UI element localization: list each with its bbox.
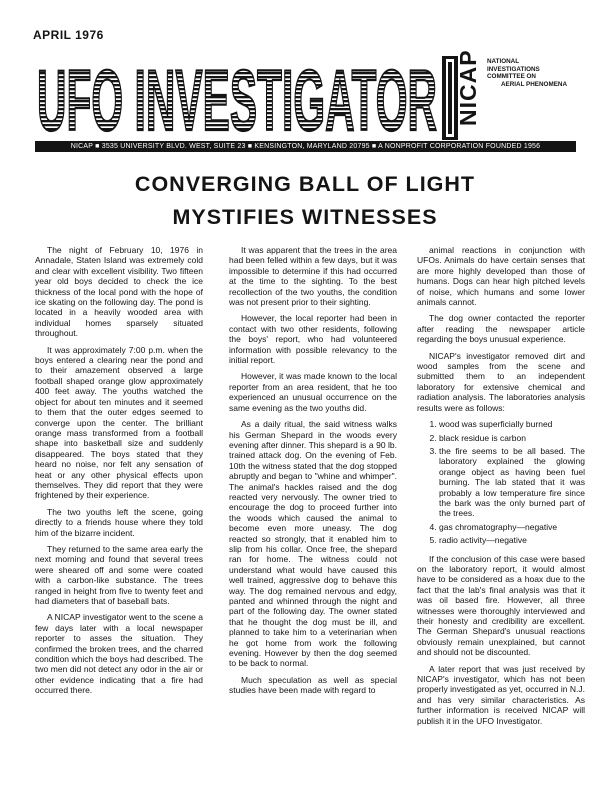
nicap-acronym: NICAP: [455, 49, 481, 126]
org-name-line1: NATIONAL INVESTIGATIONS COMMITTEE ON: [487, 58, 540, 80]
paragraph: As a daily ritual, the said witness walks his German Shepard in the woods every evening after dinner. This shepard is a 90 lb. trained attack dog. On the evening of Feb. 10th the witness stated that the dog stopped abruptly and began to "whine and whimper". The animal's hackles raised and the dog reacted very nervously. The owner tried to encourage the dog to proceed further into the woods which caused the animal to become even more uneasy. The dog reacted so strongly, that it enabled him to slip from his collar. Once free, the shepard ran for home. The witness could not understand what would have caused this well trained, aggressive dog to behave this way. The dog remained nervous and edgy, panted and whinned through the night and part of the following day. The owner stated that he thought the dog must be ill, and planned to take him to a veterinarian when he got home from work the following evening. However by then the dog seemed to be back to normal.: [229, 419, 397, 669]
headline-line2: MYSTIFIES WITNESSES: [172, 205, 438, 229]
paragraph: The dog owner contacted the reporter after reading the newspaper article regarding the boys unusual experience.: [417, 313, 585, 345]
paragraph: A later report that was just received by NICAP's investigator, which has not been properly investigated as yet, occurred in N.J. and has very similar characteristics. As further information is received NICAP will publish it in the UFO Investigator.: [417, 663, 585, 726]
paragraph: It was apparent that the trees in the area had been felled within a few days, but it was impossible to determine if this had occurred at the time to the sighting. To the best recollection of the two youths, the condition was not present prior to their sighting.: [229, 245, 397, 308]
paragraph: It was approximately 7:00 p.m. when the boys entered a clearing near the pond and to their amazement observed a large football shaped orange glow approximately 400 feet away. The youths watched the object for about ten minutes and it seemed to them that the outer edges seemed to converge upon the center. The brilliant orange mass transformed from a football shape into basketball size and suddenly disappeared. The boys stated that they heard no noise, nor felt any sensation of heat or any other physical effects upon themselves. They did report that they were frightened by their experience.: [35, 344, 203, 501]
headline-line1: CONVERGING BALL OF LIGHT: [134, 172, 476, 196]
paragraph: Much speculation as well as special studies have been made with regard to: [229, 674, 397, 696]
paragraph: The two youths left the scene, going directly to a friends house where they told him of the bizarre incident.: [35, 506, 203, 538]
lab-result-item: 5. radio activity—negative: [439, 535, 585, 545]
paragraph: animal reactions in conjunction with UFOs. Animals do have certain senses that are more highly developed than those of humans. Dogs can hear high pitched levels of noise, which humans and some lower animals cannot.: [417, 245, 585, 308]
paragraph: They returned to the same area early the next morning and found that several trees were sheared off and some were coated with a carbon-like substance. The trees ranged in height from five to twenty feet and had diameters that of baseball bats.: [35, 543, 203, 606]
masthead-title: [35, 56, 440, 140]
org-name-line2: AERIAL PHENOMENA: [500, 80, 567, 88]
paragraph: However, it was made known to the local reporter from an area resident, that he too experienced an unusual occurrence on the same evening as the two youths did.: [229, 371, 397, 413]
paragraph: However, the local reporter had been in contact with two other residents, following the boys' report, who had volunteered information with possible relevancy to the initial report.: [229, 313, 397, 366]
lab-result-item: 2. black residue is carbon: [439, 433, 585, 443]
masthead: [35, 49, 567, 140]
paragraph: NICAP's investigator removed dirt and wood samples from the scene and submitted them to an independent laboratory for extensive chemical and radiation analysis. The laboratories analysis results were as follows:: [417, 350, 585, 413]
lab-result-item: 1. wood was superficially burned: [439, 419, 585, 429]
masthead-title-text: UFO INVESTIGATOR: [37, 56, 437, 140]
lab-result-item: 3. the fire seems to be all based. The laboratory explained the glowing orange object as having been fuel burning. The lab stated that it was probably a low temperature fire since the bark was the only burned part of the trees.: [439, 446, 585, 519]
article-column-1: [35, 245, 203, 702]
lab-results-list: [417, 419, 585, 545]
org-name: [487, 58, 567, 88]
article-column-3: [417, 245, 585, 732]
lab-result-item: 4. gas chromatography—negative: [439, 522, 585, 532]
paragraph: The night of February 10, 1976 in Annadale, Staten Island was extremely cold and clear with excellent visibility. Two fifteen year old boys decided to check the ice thickness of the local pond with the hope of ice skating on the following day. The pond is located in a heavily wooded area with individual homes sparsely situated throughout.: [35, 245, 203, 339]
article-column-2: [229, 245, 397, 702]
paragraph: A NICAP investigator went to the scene a few days later with a local newspaper reporter to asses the situation. They confirmed the broken trees, and the charred condition which the boys had described. The two men did not detect any odor in the air or other evidence indicating that a fire had occurred there.: [35, 612, 203, 696]
issue-date: APRIL 1976: [33, 28, 104, 42]
masthead-info-bar: NICAP ■ 3535 UNIVERSITY BLVD. WEST, SUITE 23 ■ KENSINGTON, MARYLAND 20795 ■ A NONPROFIT CORPORATION FOUNDED 1956: [35, 141, 576, 152]
paragraph: If the conclusion of this case were based on the laboratory report, it would almost have to be considered as a hoax due to the fact that the lab's final analysis was that it was oil based fire. However, all three witnesses were thoroughly interviewed and their honesty and credibility are excellent. The German Shepard's unusual reactions obviously remain unexplained, but cannot and should not be discounted.: [417, 553, 585, 658]
